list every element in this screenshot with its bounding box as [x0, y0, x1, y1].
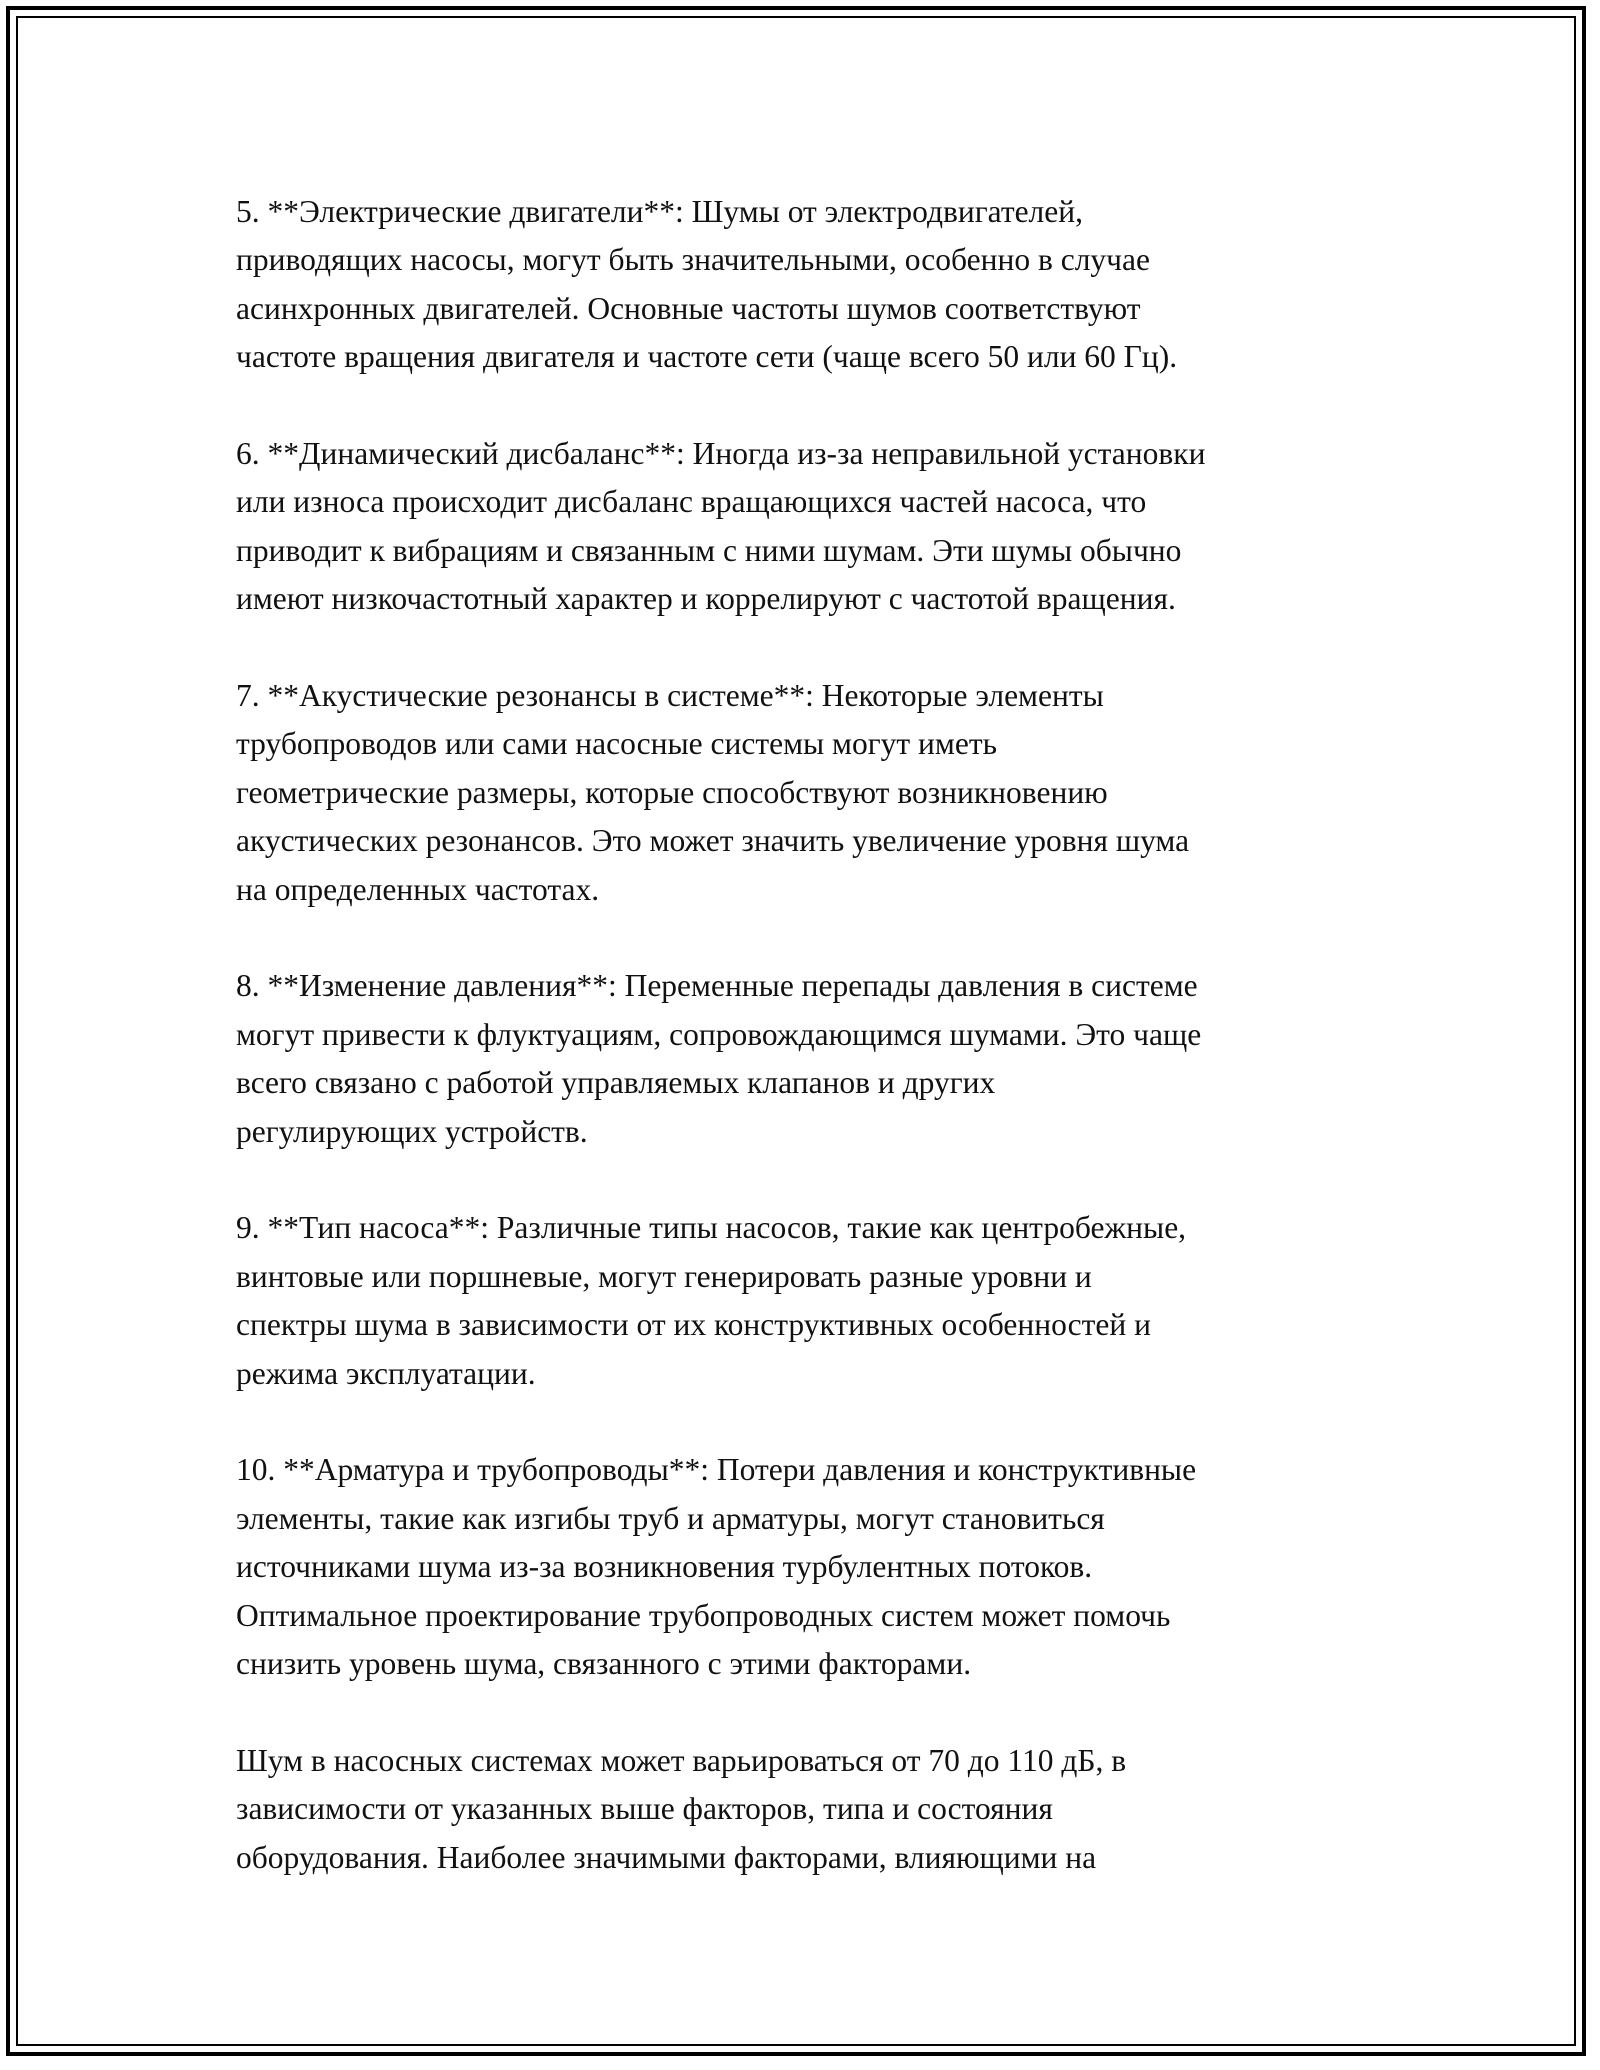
text-line: зависимости от указанных выше факторов, типа и состояния [236, 1791, 1053, 1827]
text-line: Шум в насосных системах может варьироваться от 70 до 110 дБ, в [236, 1742, 1127, 1778]
text-line: акустических резонансов. Это может значить увеличение уровня шума [236, 823, 1190, 859]
text-line: спектры шума в зависимости от их конструктивных особенностей и [236, 1307, 1151, 1343]
text-line: на определенных частотах. [236, 871, 600, 907]
paragraph-pressure-change [236, 962, 1416, 1156]
text-line: геометрические размеры, которые способствуют возникновению [236, 774, 1108, 810]
text-line: 7. **Акустические резонансы в системе**: Некоторые элементы [236, 678, 1104, 714]
text-line: винтовые или поршневые, могут генерировать разные уровни и [236, 1258, 1092, 1294]
text-line: режима эксплуатации. [236, 1355, 536, 1391]
paragraph-dynamic-imbalance [236, 430, 1416, 624]
paragraph-pump-type [236, 1204, 1416, 1398]
text-line: 10. **Арматура и трубопроводы**: Потери давления и конструктивные [236, 1452, 1197, 1488]
document-body [236, 188, 1416, 1931]
text-line: 9. **Тип насоса**: Различные типы насосов, такие как центробежные, [236, 1210, 1187, 1246]
text-line: всего связано с работой управляемых клапанов и других [236, 1065, 996, 1101]
paragraph-electric-motors [236, 188, 1416, 382]
text-line: оборудования. Наиболее значимыми факторами, влияющими на [236, 1839, 1097, 1875]
text-line: или износа происходит дисбаланс вращающихся частей насоса, что [236, 484, 1147, 520]
text-line: источниками шума из-за возникновения турбулентных потоков. [236, 1549, 1093, 1585]
text-line: приводящих насосы, могут быть значительными, особенно в случае [236, 242, 1150, 278]
text-line: Оптимальное проектирование трубопроводных систем может помочь [236, 1597, 1171, 1633]
text-line: асинхронных двигателей. Основные частоты шумов соответствуют [236, 290, 1141, 326]
text-line: приводит к вибрациям и связанным с ними шумам. Эти шумы обычно [236, 532, 1182, 568]
text-line: элементы, такие как изгибы труб и арматуры, могут становиться [236, 1500, 1105, 1536]
text-line: имеют низкочастотный характер и коррелируют с частотой вращения. [236, 581, 1176, 617]
text-line: частоте вращения двигателя и частоте сети (чаще всего 50 или 60 Гц). [236, 339, 1178, 375]
text-line: могут привести к флуктуациям, сопровождающимся шумами. Это чаще [236, 1016, 1202, 1052]
text-line: 5. **Электрические двигатели**: Шумы от электродвигателей, [236, 194, 1083, 229]
text-line: трубопроводов или сами насосные системы могут иметь [236, 726, 997, 762]
text-line: 8. **Изменение давления**: Переменные перепады давления в системе [236, 968, 1198, 1004]
text-line: снизить уровень шума, связанного с этими факторами. [236, 1646, 972, 1682]
text-line: 6. **Динамический дисбаланс**: Иногда из-за неправильной установки [236, 436, 1206, 472]
paragraph-acoustic-resonances [236, 672, 1416, 914]
text-line: регулирующих устройств. [236, 1113, 588, 1149]
paragraph-fittings-pipelines [236, 1446, 1416, 1688]
paragraph-noise-summary [236, 1737, 1416, 1882]
